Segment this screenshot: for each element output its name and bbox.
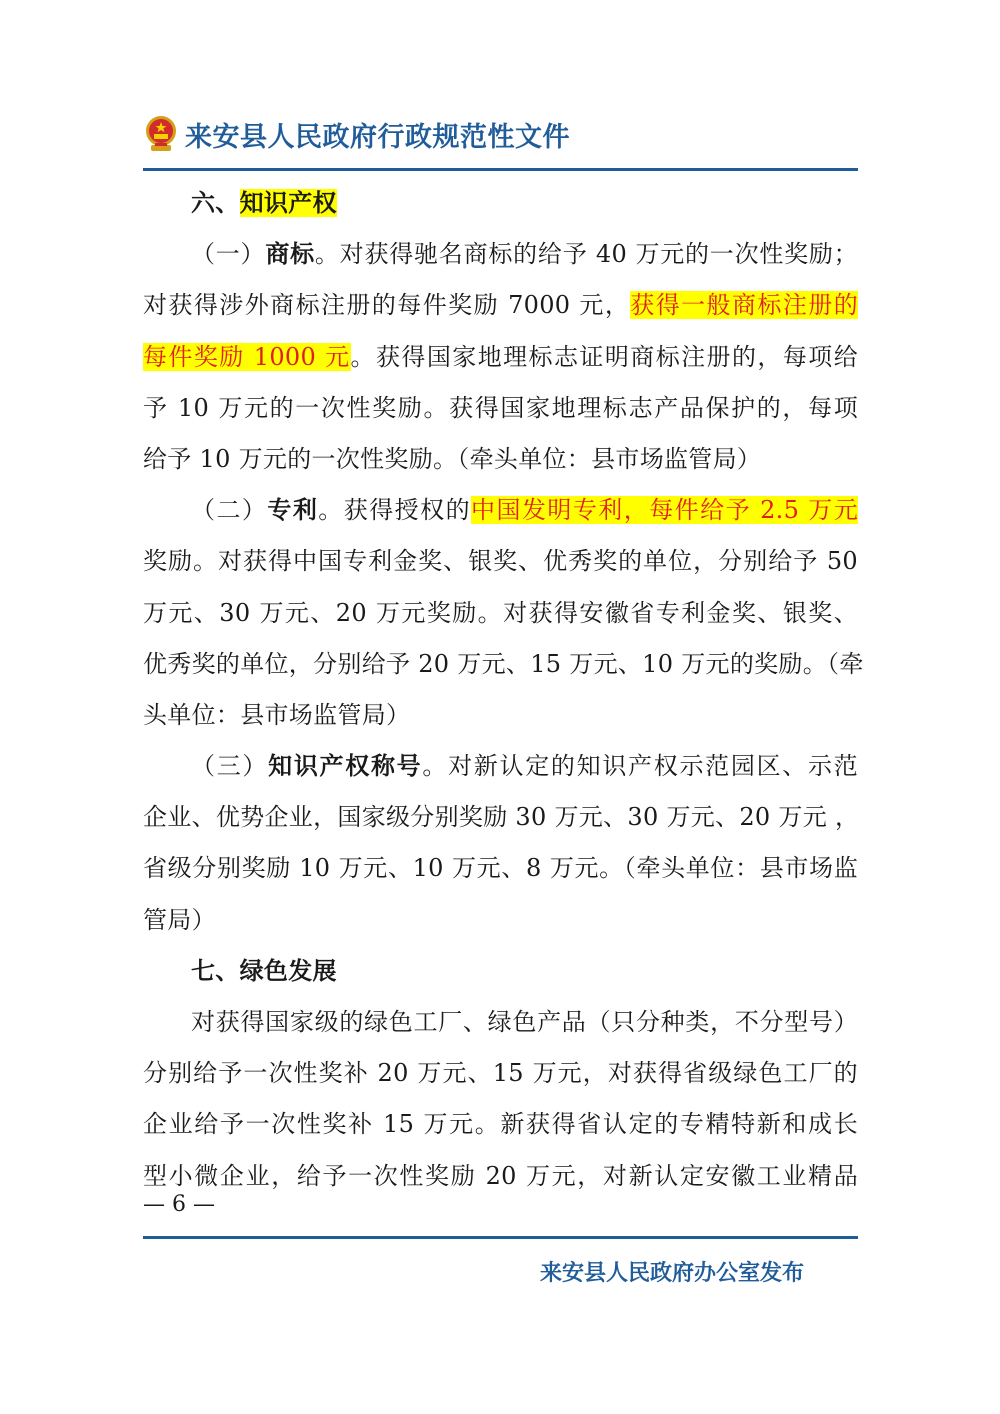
paragraph-line: 企业、优势企业，国家级分别奖励 30 万元、30 万元、20 万元 ， [143,803,860,832]
paragraph-line: 予 10 万元的一次性奖励。获得国家地理标志产品保护的，每项 [143,393,858,422]
paragraph-line: （二）专利。获得授权的中国发明专利，每件给予 2.5 万元 [191,496,859,525]
paragraph-line: （三）知识产权称号。对新认定的知识产权示范园区、示范 [191,752,858,781]
document-body [143,178,864,1202]
highlighted-text: 获得一般商标注册的 [630,291,858,320]
paragraph-line: 头单位：县市场监管局） [143,700,411,729]
highlighted-text: 中国发明专利，每件给予 2.5 万元 [471,496,859,525]
footer-divider [143,1236,858,1239]
paragraph-line: 优秀奖的单位，分别给予 20 万元、15 万元、10 万元的奖励。（牵 [143,649,864,678]
paragraph-line: （一）商标。对获得驰名商标的给予 40 万元的一次性奖励； [191,240,858,269]
subheading-ip-title: 知识产权称号 [268,752,423,781]
highlighted-text: 每件奖励 1000 元 [143,342,351,371]
header-divider [143,168,858,171]
document-header [143,112,570,156]
paragraph-line: 万元、30 万元、20 万元奖励。对获得安徽省专利金奖、银奖、 [143,598,858,627]
page-number: — 6 — [143,1192,215,1217]
paragraph-line: 对获得涉外商标注册的每件奖励 7000 元，获得一般商标注册的 [143,291,858,320]
subheading-trademark: 商标 [265,240,315,269]
paragraph-line: 省级分别奖励 10 万元、10 万元、8 万元。（牵头单位：县市场监 [143,854,858,883]
section-heading-6: 六、知识产权 [191,189,337,217]
section-heading-7: 七、绿色发展 [191,956,337,985]
paragraph-line: 给予 10 万元的一次性奖励。（牵头单位：县市场监管局） [143,444,762,473]
footer-publisher: 来安县人民政府办公室发布 [540,1261,805,1286]
paragraph-line: 每件奖励 1000 元。获得国家地理标志证明商标注册的，每项给 [143,342,859,371]
paragraph-line: 企业给予一次性奖补 15 万元。新获得省认定的专精特新和成长 [143,1110,858,1139]
subheading-patent: 专利 [267,496,319,525]
section-title-highlight: 知识产权 [239,189,337,217]
paragraph-line: 分别给予一次性奖补 20 万元、15 万元，对获得省级绿色工厂的 [143,1059,858,1088]
paragraph-line: 奖励。对获得中国专利金奖、银奖、优秀奖的单位，分别给予 50 [143,547,858,576]
paragraph-line: 对获得国家级的绿色工厂、绿色产品（只分种类，不分型号） [191,1008,858,1036]
header-title: 来安县人民政府行政规范性文件 [185,121,570,153]
paragraph-line: 管局） [143,905,216,934]
paragraph-line: 型小微企业，给予一次性奖励 20 万元，对新认定安徽工业精品 [143,1161,858,1190]
national-emblem-icon [143,114,179,154]
